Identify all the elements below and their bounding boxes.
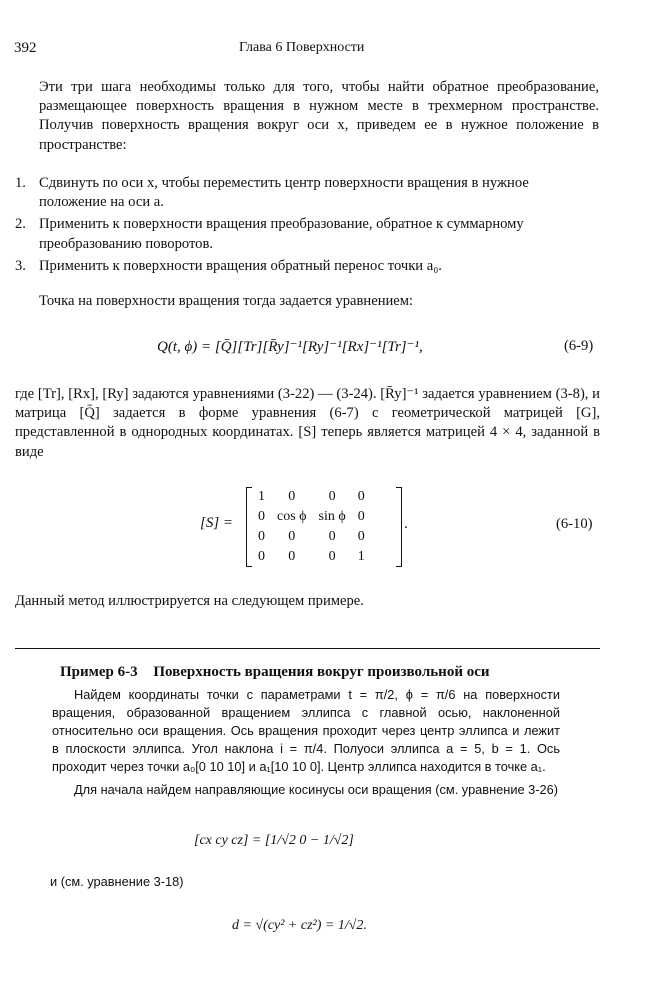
matrix-table <box>252 487 371 567</box>
list-item-text: Применить к поверхности вращения обратный перенос точки a₀. <box>39 257 442 274</box>
paragraph-1: Эти три шага необходимы только для того, чтобы найти обратное преобразование, размещающее поверхность вращения в нужном месте в трехмерном пространстве. Получив поверхность вращения вокруг оси x, приведем ее в нужное положение в пространстве: <box>39 79 599 153</box>
example-heading <box>60 664 490 681</box>
paragraph-3: где [Tr], [Rx], [Ry] задаются уравнениями (3-22) — (3-24). [R̄y]⁻¹ задается уравнением (3-8), и матрица [Q̄] задается в форме уравнения (6-7) с геометрической матрицей [G], представленной в однородных координатах. [S] теперь является матрицей 4 × 4, заданной в виде <box>15 386 600 460</box>
matrix-row <box>252 547 371 567</box>
matrix-cell: 1 <box>357 549 365 564</box>
matrix-cell: 0 <box>258 509 265 524</box>
matrix-cell: 0 <box>328 489 336 504</box>
matrix-cell: 0 <box>258 549 265 564</box>
list-item-text: Сдвинуть по оси x, чтобы переместить центр поверхности вращения в нужное положение на оси a. <box>39 175 529 211</box>
paragraph-4: Данный метод иллюстрируется на следующем примере. <box>15 593 364 609</box>
running-title: Глава 6 Поверхности <box>239 40 365 55</box>
matrix-s <box>246 487 402 567</box>
matrix-cell: 0 <box>258 529 265 544</box>
matrix-row <box>252 487 371 507</box>
matrix-cell: cos ϕ <box>277 509 307 524</box>
matrix-cell: 0 <box>357 489 365 504</box>
steps-list <box>15 174 600 279</box>
matrix-row <box>252 527 371 547</box>
matrix-cell: 0 <box>328 529 336 544</box>
matrix-cell: 0 <box>288 489 296 504</box>
equation-number-6-9: (6-9) <box>564 338 594 354</box>
equation-6-9: Q(t, ϕ) = [Q̄][Tr][R̄y]⁻¹[Ry]⁻¹[Rx]⁻¹[Tr]⁻¹, <box>157 339 423 355</box>
matrix-row <box>252 507 371 527</box>
example-equation-cosines: [cx cy cz] = [1/√2 0 − 1/√2] <box>194 833 354 848</box>
example-number: Пример 6-3 <box>60 664 138 680</box>
list-item-number: 1. <box>15 175 26 191</box>
matrix-cell: 0 <box>357 529 365 544</box>
example-paragraph-2: Для начала найдем направляющие косинусы оси вращения (см. уравнение 3-26) <box>74 782 559 797</box>
matrix-cell: 0 <box>328 549 336 564</box>
page-number: 392 <box>14 40 37 56</box>
matrix-cell: 0 <box>357 509 365 524</box>
matrix-label: [S] = <box>200 515 234 531</box>
list-item-number: 2. <box>15 216 26 233</box>
list-item-number: 3. <box>15 257 26 274</box>
example-title: Поверхность вращения вокруг произвольной оси <box>153 664 490 680</box>
matrix-period: . <box>404 516 408 532</box>
list-item <box>15 215 600 253</box>
matrix-cell: 0 <box>288 529 296 544</box>
example-paragraph-3: и (см. уравнение 3-18) <box>50 874 184 889</box>
example-divider <box>15 648 600 649</box>
matrix-right-bracket <box>396 487 402 567</box>
example-equation-d: d = √(cy² + cz²) = 1/√2. <box>232 918 367 933</box>
matrix-cell: 0 <box>288 549 296 564</box>
matrix-cell: sin ϕ <box>318 509 346 524</box>
list-item <box>15 257 600 276</box>
equation-number-6-10: (6-10) <box>556 516 593 532</box>
paragraph-2: Точка на поверхности вращения тогда задается уравнением: <box>39 293 414 309</box>
matrix-cell: 1 <box>258 489 265 504</box>
list-item <box>15 174 600 212</box>
list-item-text: Применить к поверхности вращения преобразование, обратное к суммарному преобразованию поворотов. <box>39 216 524 252</box>
example-paragraph-1: Найдем координаты точки с параметрами t = π/2, ϕ = π/6 на поверхности вращения, образованной вращением эллипса с главной осью, наклоненной относительно оси вращения. Ось вращения проходит через центр эллипса и лежит в плоскости эллипса. Угол наклона i = π/4. Полуоси эллипса a = 5, b = 1. Ось проходит через точки a₀[0 10 10] и a₁[10 10 0]. Центр эллипса находится в точке a₁. <box>52 687 560 774</box>
